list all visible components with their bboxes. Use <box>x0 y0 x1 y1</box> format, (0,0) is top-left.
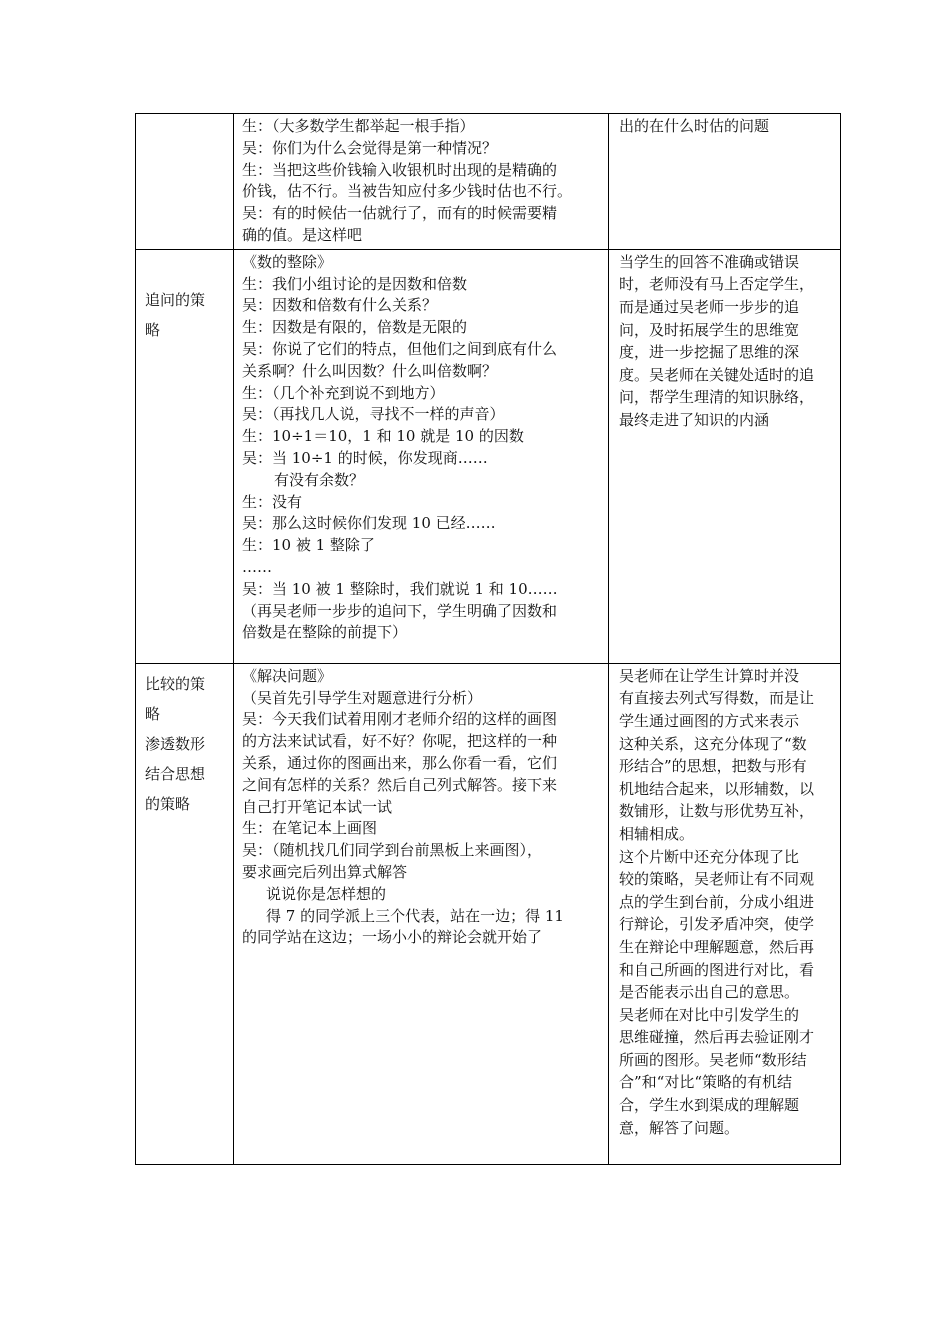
dialogue-line: （吴首先引导学生对题意进行分析） <box>242 688 483 707</box>
dialogue-cell <box>234 663 609 1164</box>
dialogue-line: 之间有怎样的关系？然后自己列式解答。接下来 <box>242 775 558 794</box>
dialogue-line: 生：（几个补充到说不到地方） <box>242 383 445 402</box>
dialogue-line: 自己打开笔记本试一试 <box>242 797 393 816</box>
comment-line: 合”和“对比“策略的有机结 <box>619 1073 793 1092</box>
dialogue-line: 吴：（随机找几们同学到台前黑板上来画图）， <box>242 841 543 860</box>
strategy-label: 渗透数形 <box>145 734 206 753</box>
dialogue-line: 吴：那么这时候你们发现 10 已经…… <box>242 514 496 533</box>
dialogue-line: 生：没有 <box>242 492 303 511</box>
dialogue-line: 吴：（再找几人说，寻找不一样的声音） <box>242 405 505 424</box>
dialogue-line: 吴：你说了它们的特点，但他们之间到底有什么 <box>242 339 558 358</box>
dialogue-line: 生：在笔记本上画图 <box>242 819 378 838</box>
dialogue-line: 的方法来试试看，好不好？你呢，把这样的一种 <box>242 732 558 751</box>
dialogue-line: 得 7 的同学派上三个代表，站在一边；得 11 <box>266 906 564 925</box>
dialogue-line: 吴：有的时候估一估就行了，而有的时候需要精 <box>242 204 558 223</box>
comment-line: 时，老师没有马上否定学生， <box>619 275 815 294</box>
strategy-label: 追问的策 <box>145 290 206 309</box>
dialogue-line: 生：因数是有限的，倍数是无限的 <box>242 318 468 337</box>
dialogue-line: 生：当把这些价钱输入收银机时出现的是精确的 <box>242 160 558 179</box>
comment-line: 度，进一步挖掘了思维的深 <box>619 343 800 362</box>
strategy-label: 比较的策 <box>145 674 206 693</box>
comment-line: 数铺形，让数与形优势互补， <box>619 802 815 821</box>
comment-line: 这种关系，这充分体现了“数 <box>619 734 807 753</box>
comment-line: 合，学生水到渠成的理解题 <box>619 1096 800 1115</box>
comment-line: 相辅相成。 <box>619 824 695 843</box>
comment-line: 和自己所画的图进行对比，看 <box>619 960 815 979</box>
comment-line: 机地结合起来，以形辅数，以 <box>619 779 815 798</box>
strategy-label-cell <box>136 249 234 663</box>
dialogue-line: 倍数是在整除的前提下） <box>242 623 408 642</box>
lesson-title: 《数的整除》 <box>242 252 333 271</box>
comment-cell <box>609 114 841 250</box>
lesson-title: 《解决问题》 <box>242 666 333 685</box>
dialogue-line: 有没有余数？ <box>274 470 365 489</box>
dialogue-line: 生：10÷1＝10，1 和 10 就是 10 的因数 <box>242 427 524 446</box>
comment-line: 度。吴老师在关键处适时的追 <box>619 365 815 384</box>
dialogue-line: 生：（大多数学生都举起一根手指） <box>242 117 475 135</box>
comment-line: 行辩论，引发矛盾冲突，使学 <box>619 915 815 934</box>
comment-line: 意，解答了问题。 <box>619 1118 740 1137</box>
comment-line: 学生通过画图的方式来表示 <box>619 711 800 730</box>
strategy-label-cell <box>136 114 234 250</box>
dialogue-line: 吴：当 10 被 1 整除时，我们就说 1 和 10…… <box>242 579 558 598</box>
comment-line: 有直接去列式写得数，而是让 <box>619 689 815 708</box>
dialogue-line: …… <box>242 557 272 576</box>
comment-line: 而是通过吴老师一步步的追 <box>619 297 800 316</box>
dialogue-line: 吴：当 10÷1 的时候，你发现商…… <box>242 448 488 467</box>
strategy-label-cell <box>136 663 234 1164</box>
comment-line: 问，帮学生理清的知识脉络， <box>619 388 815 407</box>
comment-line: 形结合”的思想，把数与形有 <box>619 757 807 776</box>
dialogue-line: 关系，通过你的图画出来，那么你看一看，它们 <box>242 753 558 772</box>
comment-line: 生在辩论中理解题意，然后再 <box>619 937 815 956</box>
dialogue-line: 价钱，估不行。当被告知应付多少钱时估也不行。 <box>242 182 573 201</box>
dialogue-line: 的同学站在这边；一场小小的辩论会就开始了 <box>242 928 543 947</box>
dialogue-line: 关系啊？什么叫因数？什么叫倍数啊？ <box>242 361 498 380</box>
comment-line: 最终走进了知识的内涵 <box>619 410 770 429</box>
strategy-label: 略 <box>145 704 161 723</box>
comment-line: 这个片断中还充分体现了比 <box>619 847 800 866</box>
comment-line: 当学生的回答不准确或错误 <box>619 252 800 271</box>
dialogue-line: 要求画完后列出算式解答 <box>242 862 408 881</box>
dialogue-line: 吴：今天我们试着用刚才老师介绍的这样的画图 <box>242 710 558 729</box>
comment-cell <box>609 663 841 1164</box>
comment-line: 问，及时拓展学生的思维宽 <box>619 320 800 339</box>
table-row <box>136 663 841 1164</box>
dialogue-line: 说说你是怎样想的 <box>266 884 387 903</box>
dialogue-cell <box>234 249 609 663</box>
comment-line: 所画的图形。吴老师“数形结 <box>619 1050 807 1069</box>
comment-line: 是否能表示出自己的意思。 <box>619 983 800 1002</box>
strategy-label: 结合思想 <box>145 764 206 783</box>
comment-line: 思维碰撞，然后再去验证刚才 <box>619 1028 815 1047</box>
dialogue-line: 吴：你们为什么会觉得是第一种情况？ <box>242 138 498 157</box>
strategy-label: 略 <box>145 320 161 339</box>
dialogue-line: 吴：因数和倍数有什么关系？ <box>242 296 438 315</box>
strategy-label: 的策略 <box>145 794 191 813</box>
table-row <box>136 114 841 250</box>
strategy-table <box>135 113 841 1165</box>
dialogue-line: （再吴老师一步步的追问下，学生明确了因数和 <box>242 601 558 620</box>
dialogue-cell <box>234 114 609 250</box>
dialogue-line: 确的值。是这样吧 <box>242 225 363 244</box>
comment-line: 点的学生到台前，分成小组进 <box>619 892 815 911</box>
dialogue-line: 生：我们小组讨论的是因数和倍数 <box>242 274 468 293</box>
dialogue-line: 生：10 被 1 整除了 <box>242 536 375 555</box>
comment-line: 吴老师在让学生计算时并没 <box>619 666 800 685</box>
comment-line: 吴老师在对比中引发学生的 <box>619 1005 800 1024</box>
comment-line: 较的策略，吴老师让有不同观 <box>619 870 815 889</box>
comment-cell <box>609 249 841 663</box>
comment-line: 出的在什么时估的问题 <box>619 117 770 135</box>
table-row <box>136 249 841 663</box>
